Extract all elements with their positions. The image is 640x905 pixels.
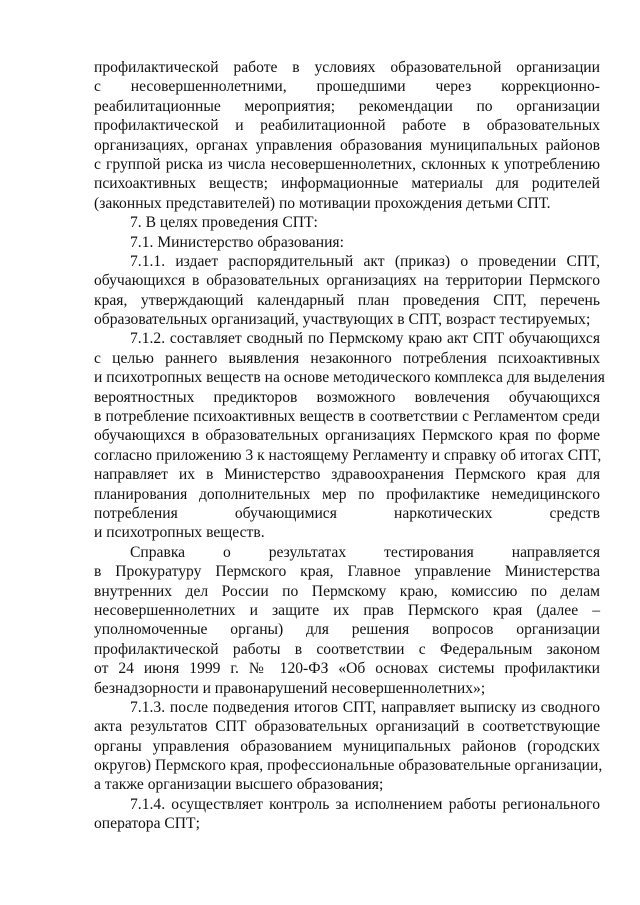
text-line: 7.1.2. составляет сводный по Пермскому краю акт СПТ обучающихся (130, 330, 600, 348)
text-line: планирования дополнительных мер по профилактике немедицинского (94, 485, 600, 503)
text-line: потребления обучающимися наркотических средств (94, 504, 600, 522)
text-line: края, утверждающий календарный план проведения СПТ, перечень (94, 291, 600, 309)
text-line: 7.1.3. после подведения итогов СПТ, направляет выписку из сводного (130, 698, 600, 716)
text-line: с группой риска из числа несовершеннолетних, склонных к употреблению (94, 155, 600, 173)
text-line: профилактической работе в условиях образовательной организации (94, 59, 600, 76)
text-line: организациях, органах управления образования муниципальных районов (94, 136, 600, 154)
text-line: обучающихся в образовательных организациях на территории Пермского (94, 272, 600, 290)
text-line: органы управления образованием муниципальных районов (городских (94, 737, 600, 755)
text-line: обучающихся в образовательных организациях Пермского края по форме (94, 427, 600, 445)
text-line: безнадзорности и правонарушений несовершеннолетних»; (94, 679, 486, 697)
text-line: акта результатов СПТ образовательных организаций в соответствующие (94, 718, 600, 736)
text-line: 7.1. Министерство образования: (130, 233, 344, 251)
text-line: внутренних дел России по Пермскому краю, комиссию по делам (94, 582, 600, 600)
text-line: 7.1.4. осуществляет контроль за исполнением работы регионального (130, 795, 600, 813)
text-line: оператора СПТ; (94, 815, 200, 833)
text-line: округов) Пермского края, профессиональные образовательные организации, (94, 757, 603, 775)
text-line: и психотропных веществ. (94, 524, 265, 542)
text-line: психоактивных веществ; информационные материалы для родителей (94, 175, 600, 193)
text-line: в Прокуратуру Пермского края, Главное управление Министерства (94, 563, 600, 581)
text-line: с целью раннего выявления незаконного потребления психоактивных (94, 349, 600, 367)
text-line: Справка о результатах тестирования направляется (130, 543, 600, 561)
text-line: 7.1.1. издает распорядительный акт (приказ) о проведении СПТ, (130, 252, 600, 270)
text-line: профилактической и реабилитационной работе в образовательных (94, 117, 600, 135)
text-line: а также организации высшего образования; (94, 776, 384, 794)
text-line: согласно приложению 3 к настоящему Регламенту и справку об итогах СПТ, (94, 446, 602, 464)
text-line: (законных представителей) по мотивации прохождения детьми СПТ. (94, 194, 551, 212)
text-line: уполномоченные органы) для решения вопросов организации (94, 621, 600, 639)
text-line: вероятностных предикторов возможного вовлечения обучающихся (94, 388, 600, 406)
text-line: профилактической работы в соответствии с Федеральным законом (94, 640, 600, 658)
text-line: образовательных организаций, участвующих в СПТ, возраст тестируемых; (94, 311, 591, 329)
text-line: несовершеннолетних и защите их прав Пермского края (далее – (94, 601, 600, 619)
text-line: и психотропных веществ на основе методического комплекса для выделения (94, 369, 605, 387)
document-body (94, 58, 605, 834)
text-line: от 24 июня 1999 г. № 120-ФЗ «Об основах системы профилактики (94, 660, 600, 678)
text-line: направляет их в Министерство здравоохранения Пермского края для (94, 466, 600, 484)
text-line: с несовершеннолетними, прошедшими через коррекционно- (94, 78, 600, 96)
text-line: реабилитационные мероприятия; рекомендации по организации (94, 97, 600, 115)
text-line: 7. В целях проведения СПТ: (130, 214, 318, 232)
text-line: в потребление психоактивных веществ в соответствии с Регламентом среди (94, 408, 600, 426)
